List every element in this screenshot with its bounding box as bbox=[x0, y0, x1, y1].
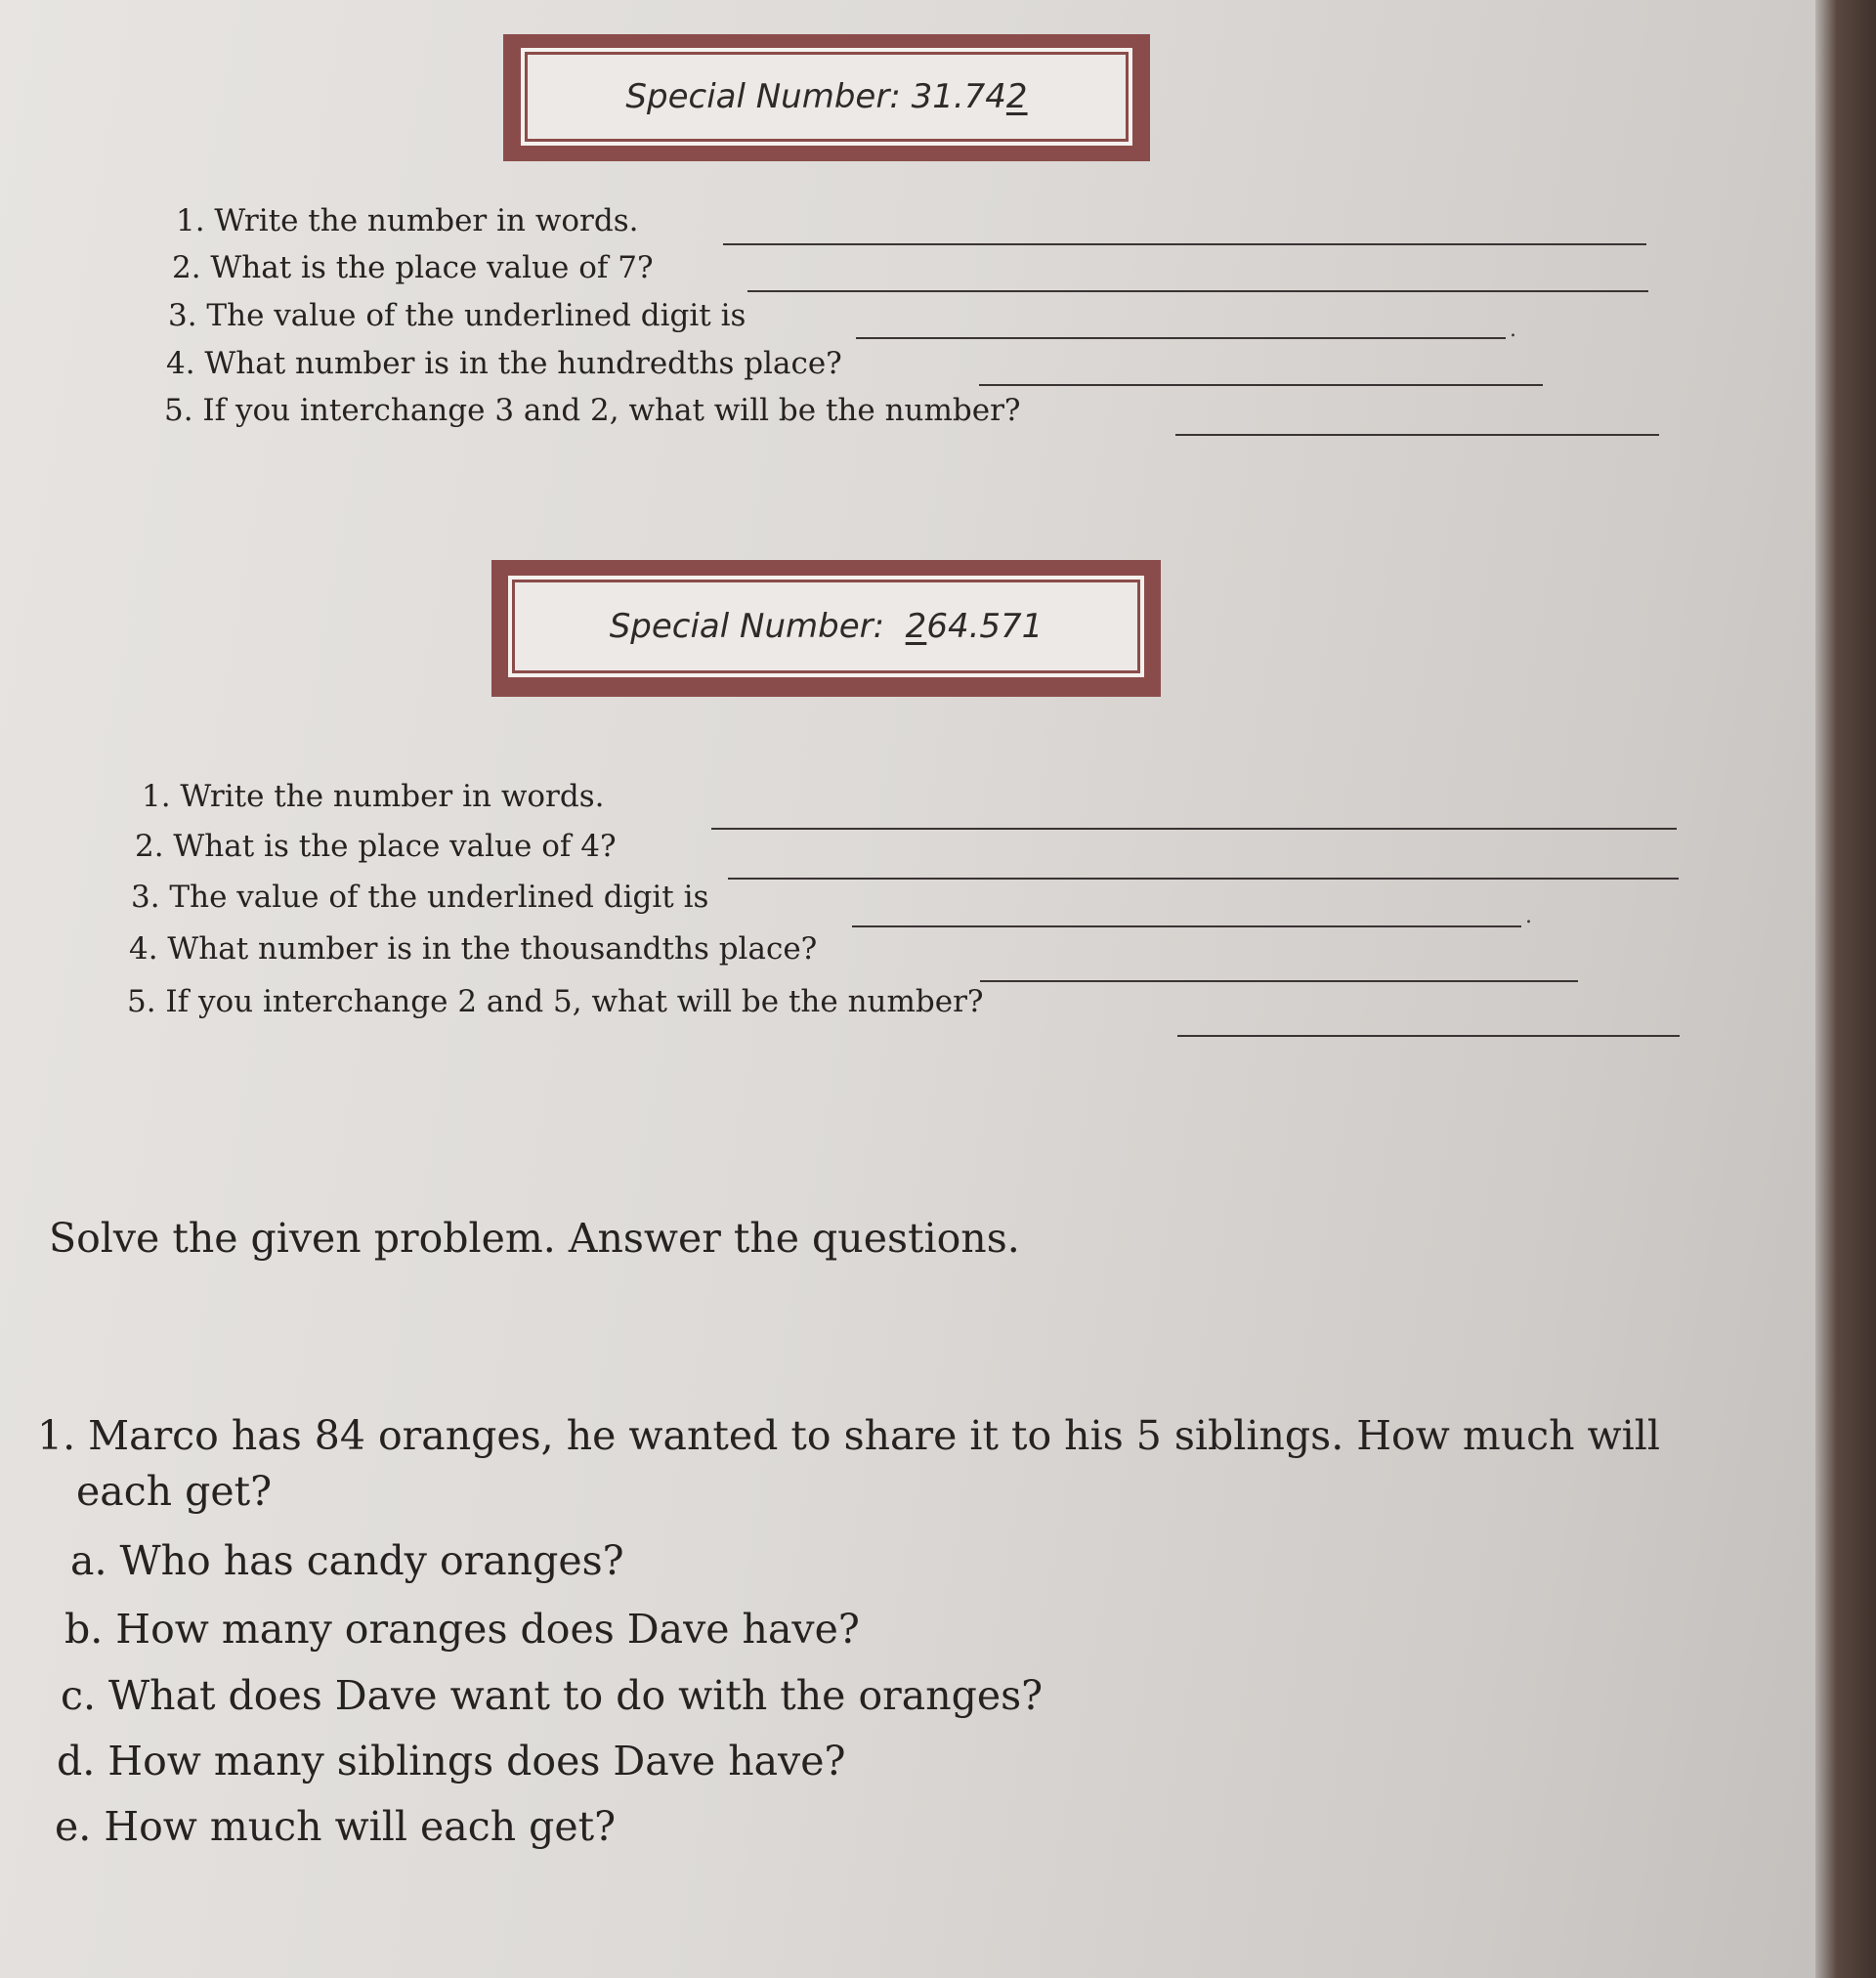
s2-answer-blank-4[interactable] bbox=[980, 980, 1578, 982]
s1-answer-blank-5[interactable] bbox=[1175, 434, 1659, 436]
s2-answer-blank-5[interactable] bbox=[1177, 1035, 1680, 1037]
special-number-box-2 bbox=[491, 560, 1161, 697]
s2-question-4: 4. What number is in the thousandths place? bbox=[129, 931, 818, 967]
problem-line-1: 1. Marco has 84 oranges, he wanted to share it to his 5 siblings. How much will bbox=[37, 1412, 1660, 1459]
s1-question-3: 3. The value of the underlined digit is bbox=[168, 298, 746, 333]
s1-question-1: 1. Write the number in words. bbox=[176, 203, 639, 238]
subquestion-c: c. What does Dave want to do with the oranges? bbox=[61, 1672, 1044, 1719]
s2-question-5: 5. If you interchange 2 and 5, what will be the number? bbox=[127, 984, 984, 1019]
s2-question-3: 3. The value of the underlined digit is bbox=[131, 880, 709, 915]
s1-answer-blank-1[interactable] bbox=[723, 243, 1646, 245]
s1-period-3: . bbox=[1510, 318, 1516, 342]
subquestion-d: d. How many siblings does Dave have? bbox=[57, 1738, 846, 1784]
s1-answer-blank-4[interactable] bbox=[979, 384, 1543, 386]
s1-answer-blank-3[interactable] bbox=[856, 337, 1506, 339]
special-number-label-2: Special Number: 264.571 bbox=[609, 607, 1044, 646]
special-number-box-1 bbox=[503, 34, 1150, 161]
s2-answer-blank-2[interactable] bbox=[728, 878, 1679, 880]
page-edge-shadow bbox=[1815, 0, 1876, 1978]
subquestion-b: b. How many oranges does Dave have? bbox=[64, 1606, 860, 1653]
s1-question-4: 4. What number is in the hundredths place? bbox=[166, 346, 842, 381]
special-number-label-1: Special Number: 31.742 bbox=[625, 77, 1028, 116]
s2-period-3: . bbox=[1525, 904, 1532, 928]
s1-question-5: 5. If you interchange 3 and 2, what will be the number? bbox=[164, 393, 1021, 428]
problem-line-2: each get? bbox=[76, 1468, 273, 1515]
s1-answer-blank-2[interactable] bbox=[747, 290, 1648, 292]
s2-question-2: 2. What is the place value of 4? bbox=[135, 829, 617, 864]
subquestion-e: e. How much will each get? bbox=[55, 1803, 617, 1850]
s2-question-1: 1. Write the number in words. bbox=[142, 779, 605, 814]
underlined-digit-2: 2 bbox=[905, 607, 927, 646]
s1-question-2: 2. What is the place value of 7? bbox=[172, 250, 654, 285]
subquestion-a: a. Who has candy oranges? bbox=[70, 1537, 624, 1584]
instruction-heading: Solve the given problem. Answer the questions. bbox=[49, 1215, 1020, 1262]
s2-answer-blank-1[interactable] bbox=[711, 828, 1677, 830]
underlined-digit-1: 2 bbox=[1005, 77, 1028, 116]
s2-answer-blank-3[interactable] bbox=[852, 925, 1521, 927]
